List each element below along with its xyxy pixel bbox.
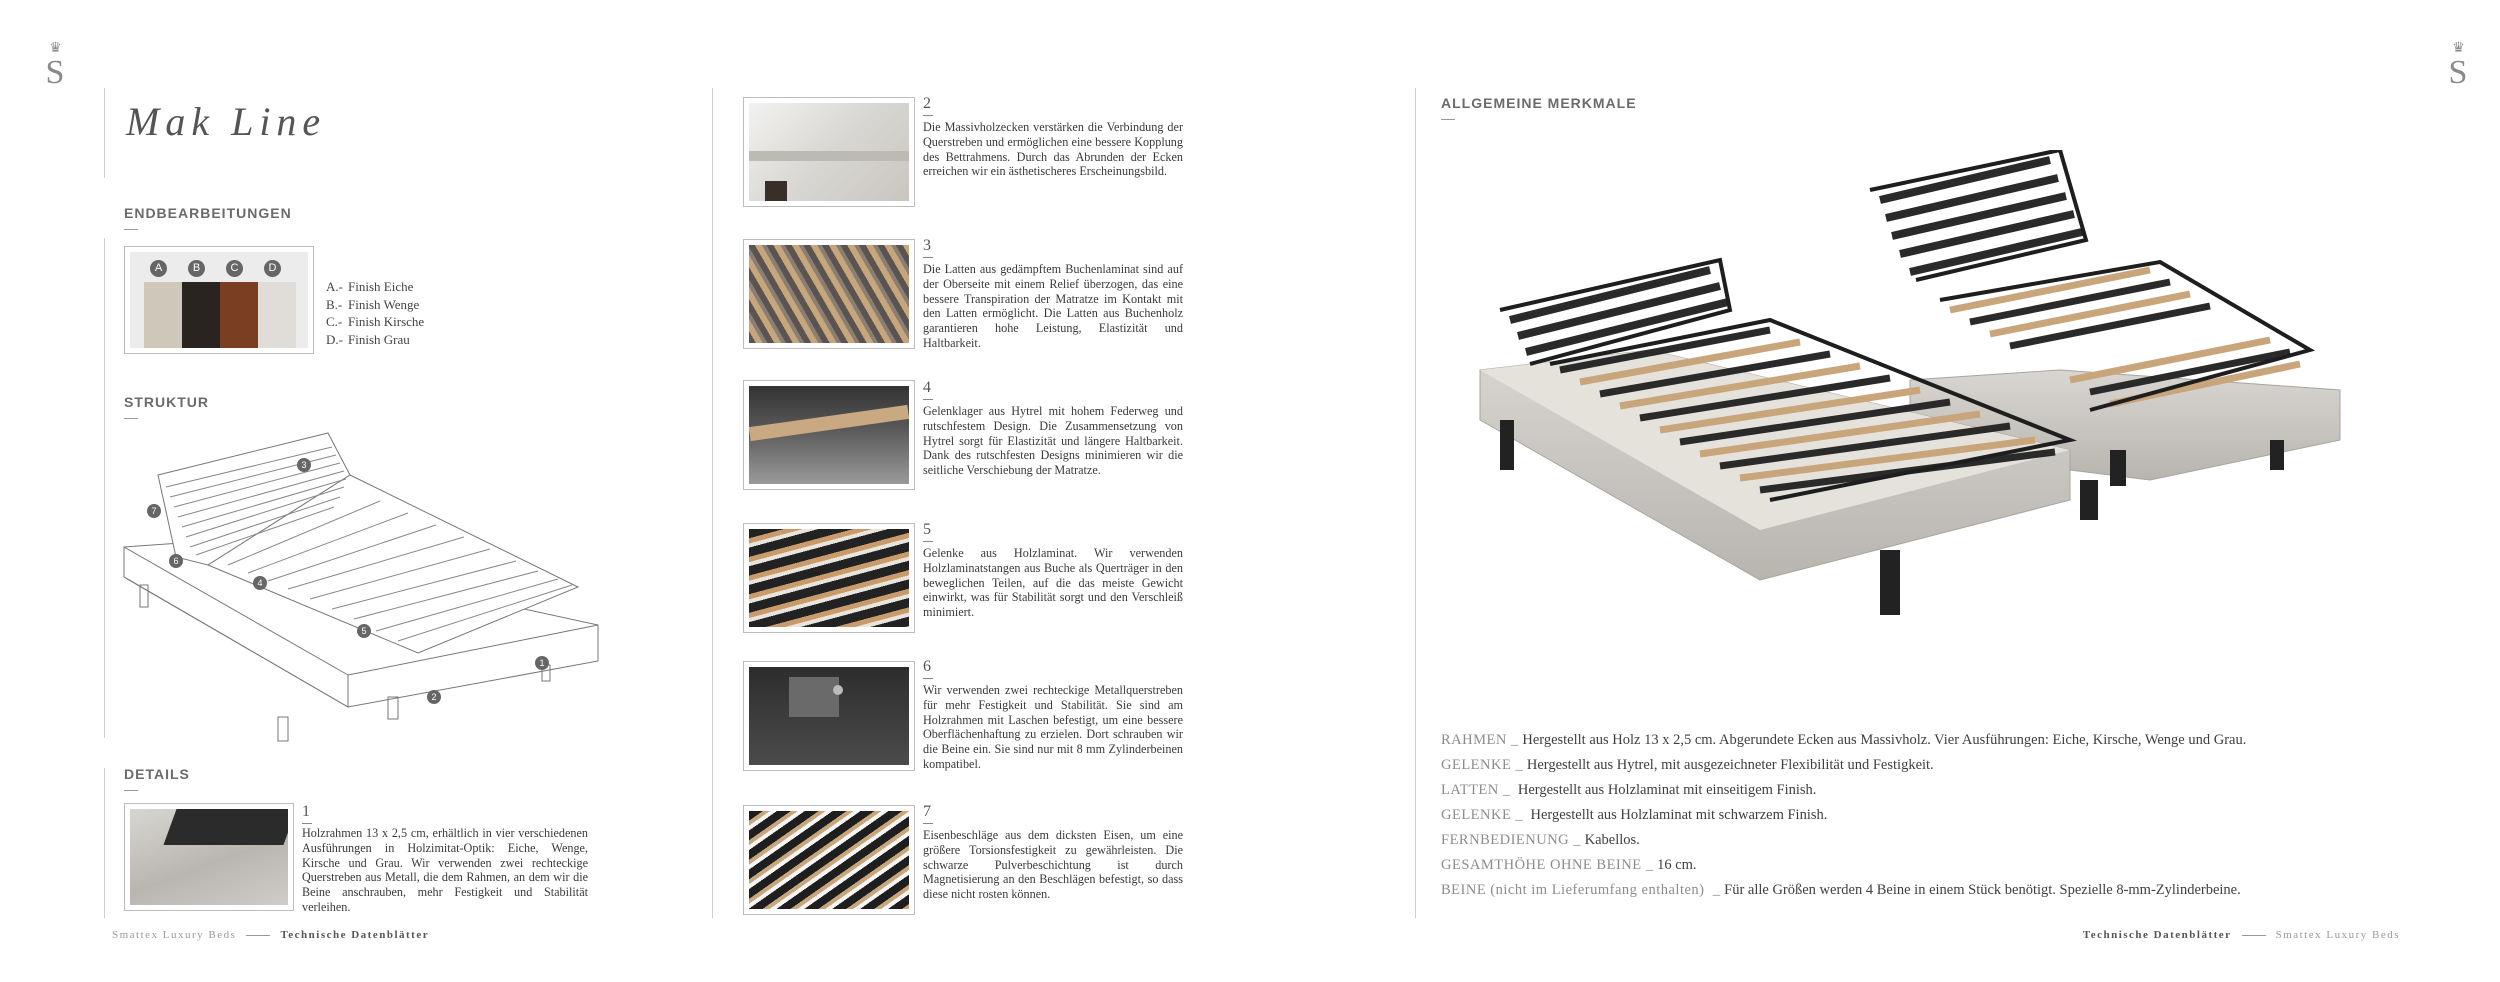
footer-right — [2083, 929, 2400, 941]
finish-swatches — [124, 246, 314, 354]
structure-heading: STRUKTUR — [124, 394, 209, 410]
detail-text: Die Massivholzecken verstärken die Verbindung der Querstreben und ermöglichen eine bessere Kopplung des Bettrahmens. Durch das Abrunden der Ecken erreichen wir ein ästhetischeres Erscheinungsbild. — [923, 120, 1183, 179]
structure-marker: 1 — [539, 658, 545, 668]
page-title: Mak Line — [126, 99, 327, 144]
feature-row: GESAMTHÖHE OHNE BEINE _ 16 cm. — [1441, 857, 1697, 873]
detail-text: Wir verwenden zwei rechteckige Metallquerstreben für mehr Festigkeit und Stabilität. Sie sind am Holzrahmen mit Laschen befestigt, um eine bessere Oberflächenhaftung zu erzielen. Dort schrauben wir die Beine ein. Sie sind nur mit 8 mm Zylinderbeinen kompatibel. — [923, 683, 1183, 771]
feature-row: BEINE (nicht im Lieferumfang enthalten) _ Für alle Größen werden 4 Beine in einem Stück benötigt. Spezielle 8-mm-Zylinderbeine. — [1441, 882, 2241, 898]
detail-text: Holzrahmen 13 x 2,5 cm, erhältlich in vier verschiedenen Ausführungen in Holzimitat-Optik: Eiche, Wenge, Kirsche und Grau. Wir verwenden zwei rechteckige Querstreben aus Metall, die dem Rahmen, an dem wir die Beine anschrauben, mehr Festigkeit und Stabilität verleihen. — [302, 826, 588, 914]
feature-row: RAHMEN _ Hergestellt aus Holz 13 x 2,5 cm. Abgerundete Ecken aus Massivholz. Vier Ausführungen: Eiche, Kirsche, Wenge und Grau. — [1441, 732, 2247, 748]
detail-photo-6 — [743, 661, 915, 771]
swatch-d — [258, 282, 296, 348]
detail-number: 6 — [923, 658, 931, 675]
structure-marker: 5 — [361, 626, 367, 636]
detail-photo-3 — [743, 239, 915, 349]
detail-photo-4 — [743, 380, 915, 490]
footer-brand: Smattex Luxury Beds — [112, 929, 237, 941]
footer-doc: Technische Datenblätter — [280, 929, 430, 941]
feature-row: LATTEN _ Hergestellt aus Holzlaminat mit einseitigem Finish. — [1441, 782, 1817, 798]
structure-marker: 4 — [257, 578, 263, 588]
structure-marker: 7 — [151, 506, 157, 516]
swatch-a — [144, 282, 182, 348]
detail-text: Gelenke aus Holzlaminat. Wir verwenden Holzlaminatstangen aus Buche als Querträger in den beweglichen Teilen, auf die das meiste Gewicht einwirkt, was für Stabilität sorgt und den Verschleiß minimiert. — [923, 546, 1183, 620]
feature-row: FERNBEDIENUNG _ Kabellos. — [1441, 832, 1640, 848]
crown-icon: ♛ — [49, 41, 61, 56]
footer-left — [112, 929, 429, 941]
swatch-label: B — [188, 260, 205, 277]
detail-number: 1 — [302, 803, 310, 820]
finish-list — [326, 278, 424, 348]
structure-line-drawing — [118, 425, 608, 755]
finish-item: B.- Finish Wenge — [326, 296, 420, 312]
detail-photo-7 — [743, 805, 915, 915]
feature-row: GELENKE _ Hergestellt aus Hytrel, mit ausgezeichneter Flexibilität und Festigkeit. — [1441, 757, 1934, 773]
swatch-label: D — [264, 260, 281, 277]
crown-icon: ♛ — [2452, 41, 2464, 56]
swatch-label: C — [226, 260, 243, 277]
divider — [104, 88, 105, 178]
detail-photo-2 — [743, 97, 915, 207]
detail-photo-1 — [124, 803, 294, 911]
footer-brand: Smattex Luxury Beds — [2275, 929, 2400, 941]
divider — [1415, 88, 1416, 918]
divider — [712, 88, 713, 918]
brand-logo-left: ♛ S — [40, 42, 70, 90]
structure-marker: 2 — [431, 692, 437, 702]
swatch-label: A — [150, 260, 167, 277]
swatch-c — [220, 282, 258, 348]
structure-marker: 6 — [173, 556, 179, 566]
detail-number: 3 — [923, 237, 931, 254]
finish-item: A.- Finish Eiche — [326, 279, 414, 294]
structure-marker: 3 — [301, 460, 307, 470]
detail-number: 4 — [923, 379, 931, 396]
brand-logo-right: ♛ S — [2443, 42, 2473, 90]
detail-number: 5 — [923, 521, 931, 538]
footer-doc: Technische Datenblätter — [2082, 929, 2232, 941]
divider — [104, 238, 105, 738]
detail-number: 2 — [923, 95, 931, 112]
feature-row: GELENKE _ Hergestellt aus Holzlaminat mit schwarzem Finish. — [1441, 807, 1828, 823]
detail-text: Gelenklager aus Hytrel mit hohem Federweg und rutschfestem Design. Die Zusammensetzung von Hytrel sorgt für Elastizität und längere Haltbarkeit. Dank des rutschfesten Designs minimieren wir die seitliche Verschiebung der Matratze. — [923, 404, 1183, 478]
finish-item: D.- Finish Grau — [326, 331, 410, 347]
finish-item: C.- Finish Kirsche — [326, 314, 425, 329]
finishes-heading: ENDBEARBEITUNGEN — [124, 205, 292, 221]
swatch-b — [182, 282, 220, 348]
detail-photo-5 — [743, 523, 915, 633]
detail-number: 7 — [923, 803, 931, 820]
details-heading: DETAILS — [124, 766, 190, 782]
detail-text: Eisenbeschläge aus dem dicksten Eisen, um eine größere Torsionsfestigkeit zu gewährleisten. Die schwarze Pulverbeschichtung ist durch Magnetisierung an den Beschlägen befestigt, so dass diese nicht rosten können. — [923, 828, 1183, 902]
features-heading: ALLGEMEINE MERKMALE — [1441, 95, 1637, 111]
divider — [104, 768, 105, 918]
bed-product-image — [1470, 150, 2350, 650]
detail-text: Die Latten aus gedämpftem Buchenlaminat sind auf der Oberseite mit einem Relief überzogen, das eine bessere Transpiration der Matratze im Kontakt mit den Latten ermöglicht. Die Latten aus Buchenholz garantieren hohe Leistung, Elastizität und Haltbarkeit. — [923, 262, 1183, 350]
